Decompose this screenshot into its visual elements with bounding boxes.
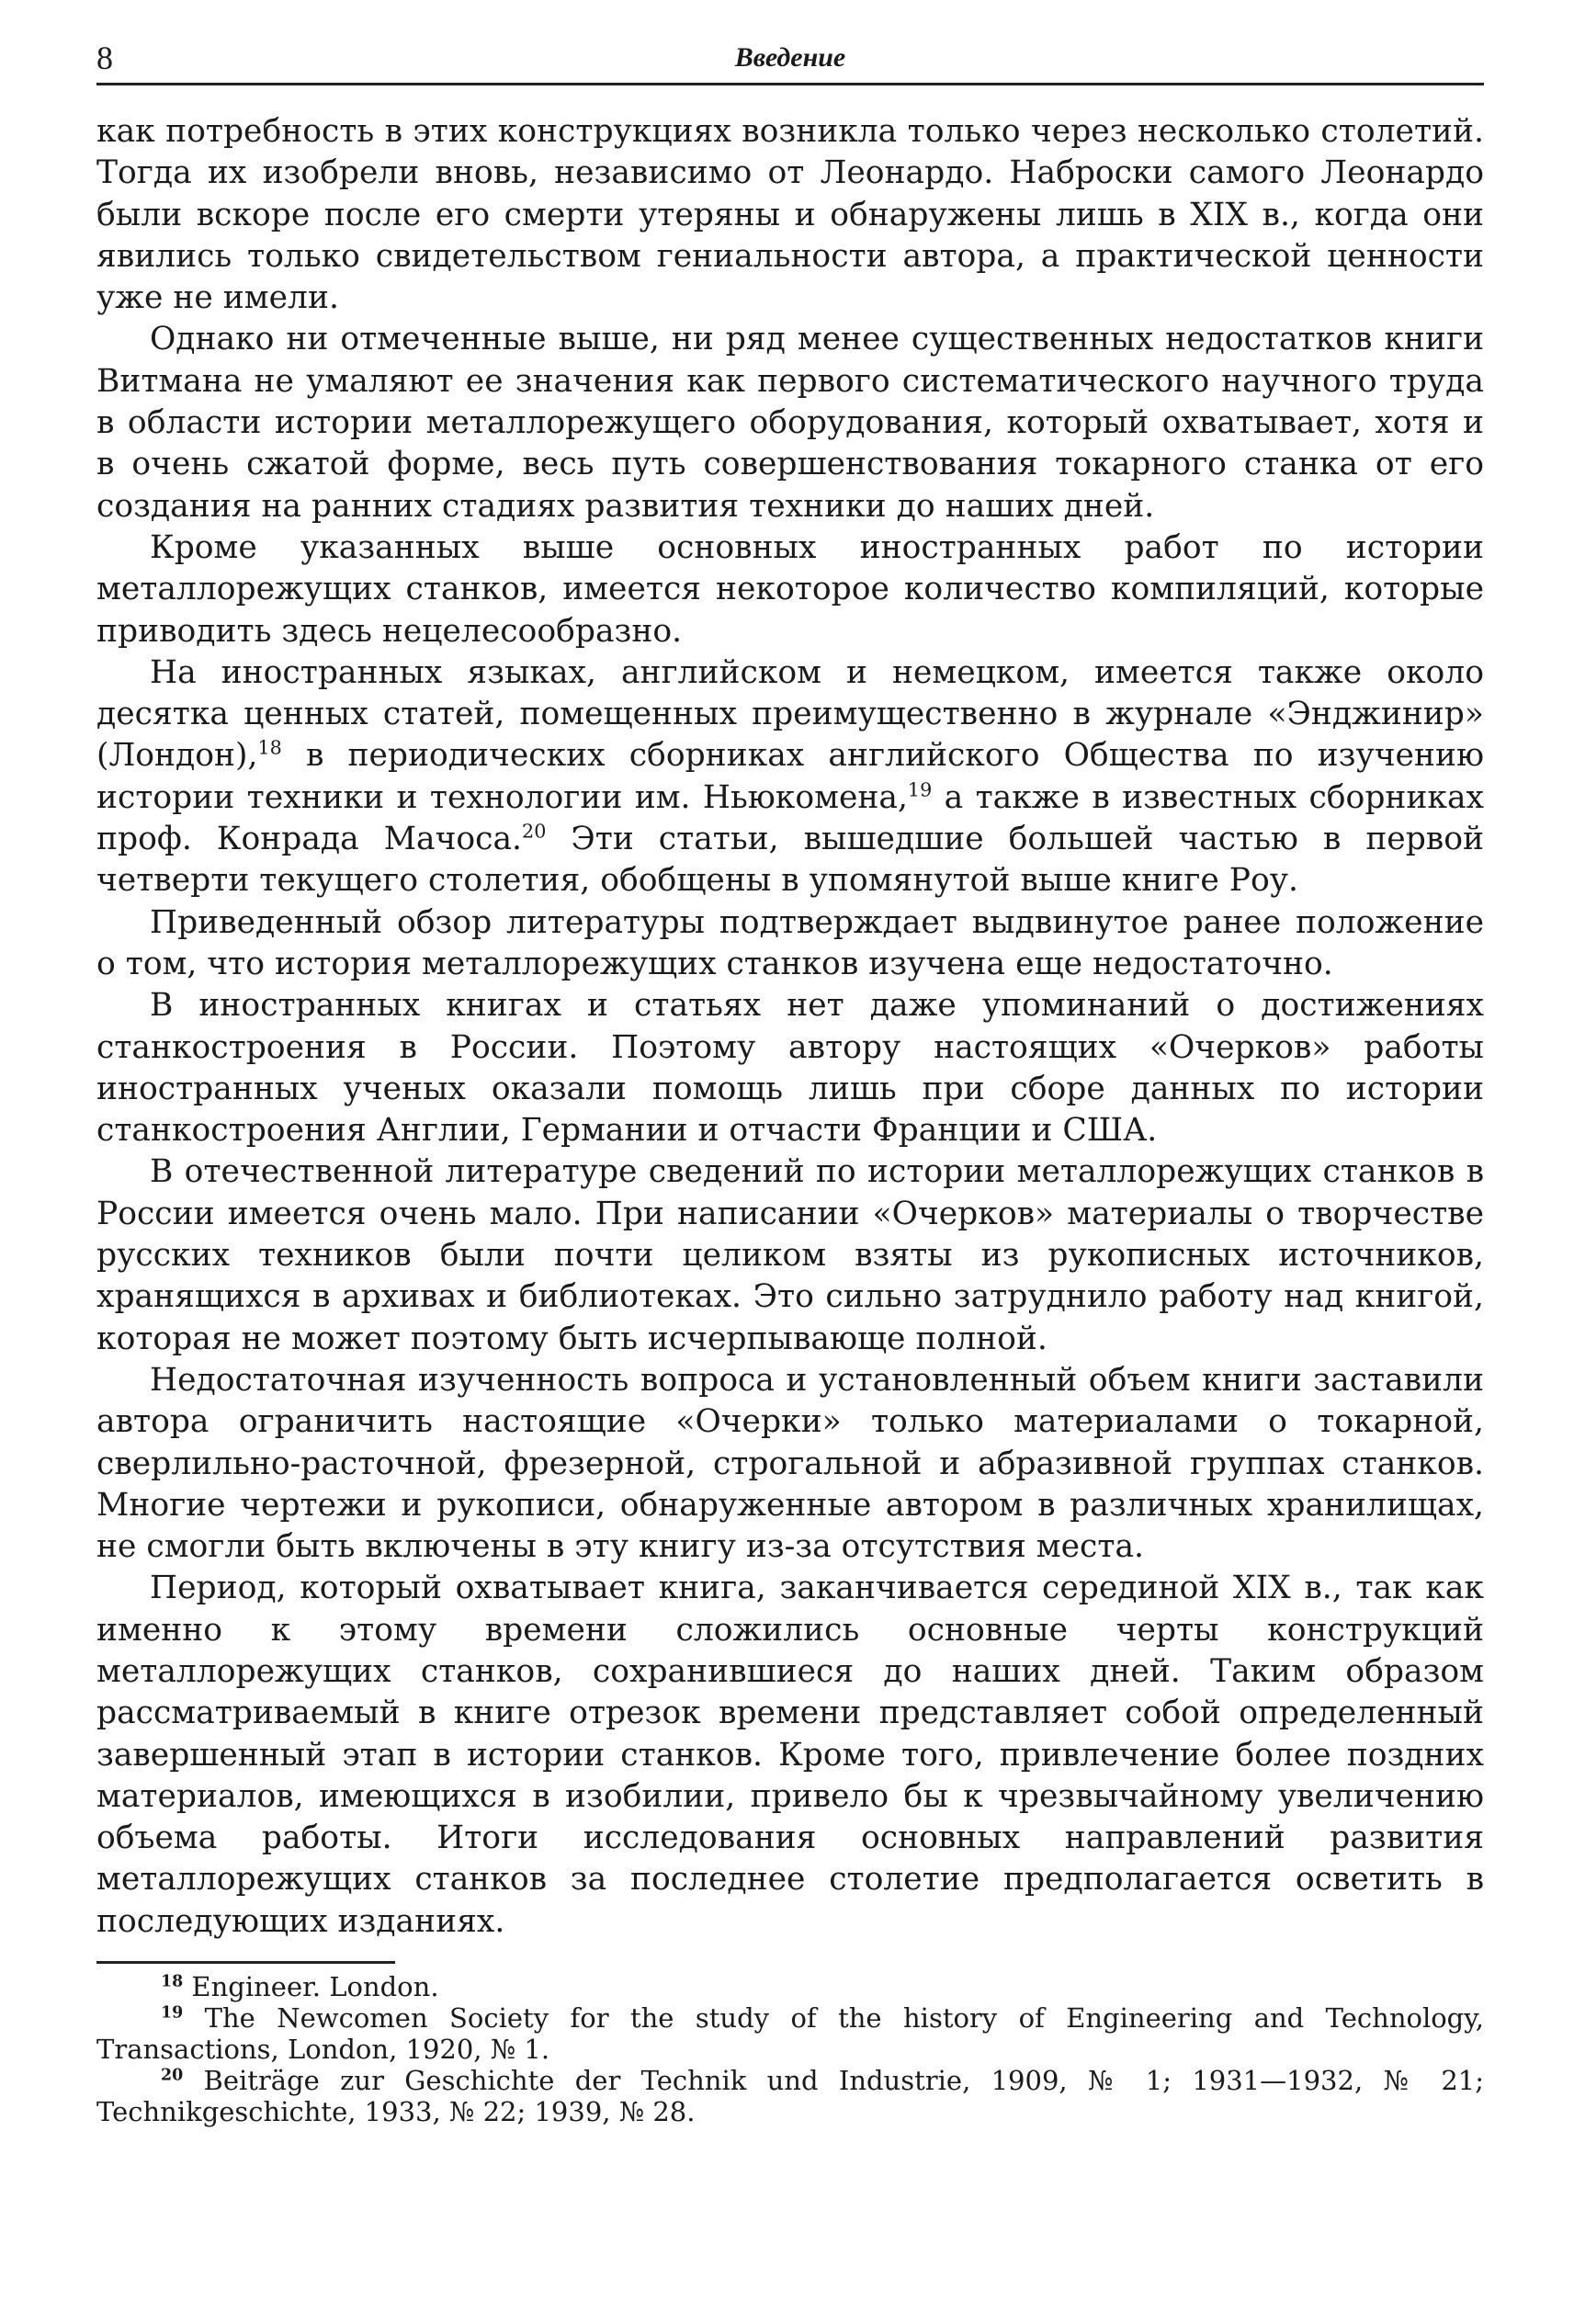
paragraph-text: в периодических сборниках английского Общества по изучению истории техники и технологии им. Ньюкомена, [96, 737, 1484, 816]
footnote [96, 2002, 1484, 2065]
paragraph: Недостаточная изученность вопроса и установленный объем книги заставили автора ограничить настоящие «Очерки» только материалами о токарной, сверлильно-расточной, фрезерной, строгальной и абразивной группах станков. Многие чертежи и рукописи, обнаруженные автором в различных хранилищах, не смогли быть включены в эту книгу из-за отсутствия места. [96, 1361, 1484, 1566]
paragraph: Приведенный обзор литературы подтверждает выдвинутое ранее положение о том, что история металлорежущих станков изучена еще недостаточно. [96, 903, 1484, 982]
footnote-divider [96, 1961, 395, 1964]
paragraph [96, 652, 1484, 902]
footnote-text: Engineer. London. [191, 1971, 439, 2003]
footnote-number: 18 [161, 1972, 184, 1991]
paragraph: В иностранных книгах и статьях нет даже упоминаний о достижениях станкостроения в России. Поэтому автору настоящих «Очерков» работы иностранных ученых оказали помощь лишь при сборе данных по истории станкостроения Англии, Германии и отчасти Франции и США. [96, 987, 1484, 1150]
paragraph: Однако ни отмеченные выше, ни ряд менее существенных недостатков книги Витмана не умаляют ее значения как первого систематического научного труда в области истории металлорежущего оборудования, который охватывает, хотя и в очень сжатой форме, весь путь совершенствования токарного станка от его создания на ранних стадиях развития техники до наших дней. [96, 321, 1484, 525]
paragraph-text: Эти статьи, вышедшие большей частью в первой четверти текущего столетия, обобщены в упомянутой выше книге Роу. [96, 821, 1484, 900]
page [96, 35, 1484, 2127]
footnote-ref[interactable]: 20 [522, 820, 547, 843]
footnote-text: Beiträge zur Geschichte der Technik und Industrie, 1909, № 1; 1931—1932, № 21; Technikgeschichte, 1933, № 22; 1939, № 28. [96, 2065, 1485, 2128]
page-header [96, 35, 1484, 85]
footnote-ref[interactable]: 18 [257, 736, 282, 759]
footnote-ref[interactable]: 19 [907, 778, 933, 801]
paragraph: как потребность в этих конструкциях возникла только через несколько столетий. Тогда их изобрели вновь, независимо от Леонардо. Наброски самого Леонардо были вскоре после его смерти утеряны и обнаружены лишь в XIX в., когда они явились только свидетельством гениальности автора, а практической ценности уже не имели. [96, 113, 1484, 317]
paragraph-text: а также в известных сборниках проф. Конрада Мачоса. [96, 778, 1484, 858]
paragraph: Период, который охватывает книга, заканчивается серединой XIX в., так как именно к этому времени сложились основные черты конструкций металлорежущих станков, сохранившиеся до наших дней. Таким образом рассматриваемый в книге отрезок времени представляет собой определенный завершенный этап в истории станков. Кроме того, привлечение более поздних материалов, имеющихся в изобилии, привело бы к чрезвычайному увеличению объема работы. Итоги исследования основных направлений развития металлорежущих станков за последнее столетие предполагается осветить в последующих изданиях. [96, 1570, 1484, 1940]
paragraph: Кроме указанных выше основных иностранных работ по истории металлорежущих станков, имеется некоторое количество компиляций, которые приводить здесь нецелесообразно. [96, 528, 1484, 650]
footnote [96, 2065, 1484, 2127]
footnote-number: 19 [161, 2003, 184, 2023]
footnotes [96, 1971, 1484, 2127]
paragraph-text: На иностранных языках, английском и немецком, имеется также около десятка ценных статей, помещенных преимущественно в журнале «Энджинир» (Лондон), [96, 653, 1484, 775]
paragraph: В отечественной литературе сведений по истории металлорежущих станков в России имеется очень мало. При написании «Очерков» материалы о творчестве русских техников были почти целиком взяты из рукописных источников, хранящихся в архивах и библиотеках. Это сильно затруднило работу над книгой, которая не может поэтому быть исчерпывающе полной. [96, 1153, 1484, 1357]
footnote-text: The Newcomen Society for the study of the history of Engineering and Technology, Transactions, London, 1920, № 1. [96, 2002, 1484, 2066]
footnote [96, 1971, 1484, 2002]
body-text [96, 111, 1484, 1943]
page-number: 8 [96, 40, 113, 76]
footnote-number: 20 [161, 2066, 184, 2085]
running-title: Введение [734, 42, 846, 73]
